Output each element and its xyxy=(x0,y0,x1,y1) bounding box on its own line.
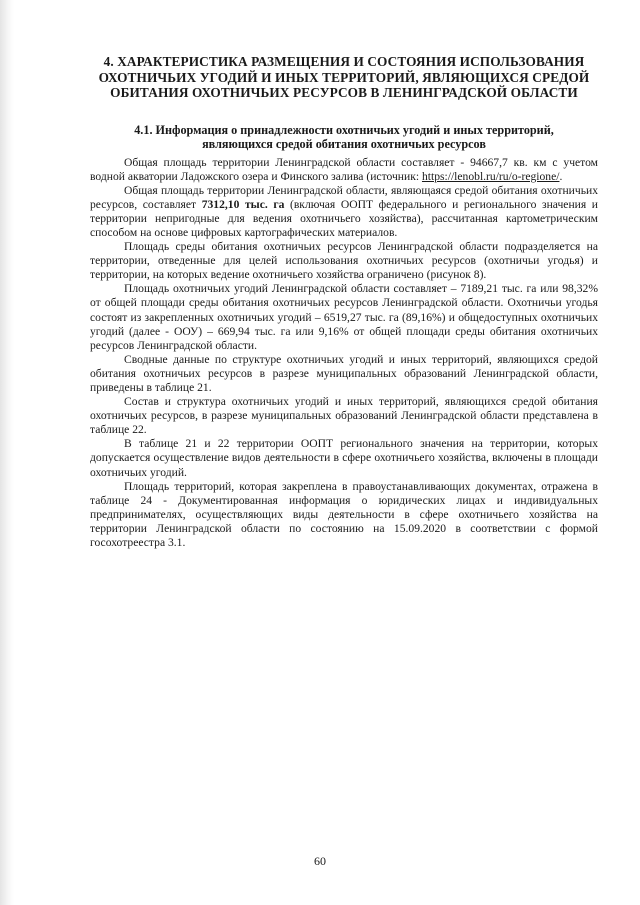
page-number: 60 xyxy=(314,854,326,868)
source-link[interactable]: https://lenobl.ru/ru/o-regione/ xyxy=(421,169,560,183)
chapter-title: 4. ХАРАКТЕРИСТИКА РАЗМЕЩЕНИЯ И СОСТОЯНИЯ ИСПОЛЬЗОВАНИЯ ОХОТНИЧЬИХ УГОДИЙ И ИНЫХ ТЕРРИТОРИЙ, ЯВЛЯЮЩИХСЯ СРЕДОЙ ОБИТАНИЯ ОХОТНИЧЬИХ РЕСУРСОВ В ЛЕНИНГРАДСКОЙ ОБЛАСТИ xyxy=(98,54,590,100)
paragraph-total-area xyxy=(90,156,598,184)
paragraph-total-area-text: Общая площадь территории Ленинградской области составляет - 94667,7 кв. км с учетом водной акватории Ладожского озера и Финского залива (источник: xyxy=(90,155,598,183)
paragraph-habitat-area-after: (включая ООПТ федерального и регионального значения и территории непригодные для ведения охотничьего хозяйства), рассчитанная картометрическим способом на основе цифровых картографических материалов. xyxy=(90,197,598,239)
paragraph-oopt-note: В таблице 21 и 22 территории ООПТ регионального значения на территории, которых допускается осуществление видов деятельности в сфере охотничьего хозяйства, включены в площади охотничьих угодий. xyxy=(90,437,598,479)
body-text xyxy=(90,156,598,551)
paragraph-total-area-end: . xyxy=(559,169,563,183)
habitat-area-value: 7312,10 тыс. га xyxy=(201,197,285,211)
paragraph-habitat-division: Площадь среды обитания охотничьих ресурсов Ленинградской области подразделяется на территории, отведенные для целей использования охотничьих ресурсов (охотничьи угодья) и территории, на которых ведение охотничьего хозяйства ограничено (рисунок 8). xyxy=(90,240,598,282)
page-content xyxy=(90,54,598,550)
paragraph-habitat-area xyxy=(90,184,598,240)
paragraph-structure-table-22: Состав и структура охотничьих угодий и иных территорий, являющихся средой обитания охотничьих ресурсов, в разрезе муниципальных образований Ленинградской области представлена в таблице 22. xyxy=(90,395,598,437)
paragraph-table-24: Площадь территорий, которая закреплена в правоустанавливающих документах, отражена в таблице 24 - Документированная информация о юридических лицах и индивидуальных предпринимателях, осуществляющих виды деятельности в сфере охотничьего хозяйства на территории Ленинградской области по состоянию на 15.09.2020 в соответствии с формой госохотреестра 3.1. xyxy=(90,479,598,550)
paragraph-summary-table-21: Сводные данные по структуре охотничьих угодий и иных территорий, являющихся средой обитания охотничьих ресурсов в разрезе муниципальных образований Ленинградской области, приведены в таблице 21. xyxy=(90,352,598,394)
paragraph-hunting-grounds-area: Площадь охотничьих угодий Ленинградской области составляет – 7189,21 тыс. га или 98,32% от общей площади среды обитания охотничьих ресурсов Ленинградской области. Охотничьи угодья состоят из закрепленных охотничьих угодий – 6519,27 тыс. га (89,16%) и общедоступных охотничьих угодий (далее - ООУ) – 669,94 тыс. га или 9,16% от общей площади среды обитания охотничьих ресурсов Ленинградской области. xyxy=(90,282,598,352)
paragraph-habitat-area-before: Общая площадь территории Ленинградской области, являющаяся средой обитания охотничьих ресурсов, составляет xyxy=(90,183,598,211)
section-title: 4.1. Информация о принадлежности охотничьих угодий и иных территорий, являющихся средой обитания охотничьих ресурсов xyxy=(134,122,554,151)
